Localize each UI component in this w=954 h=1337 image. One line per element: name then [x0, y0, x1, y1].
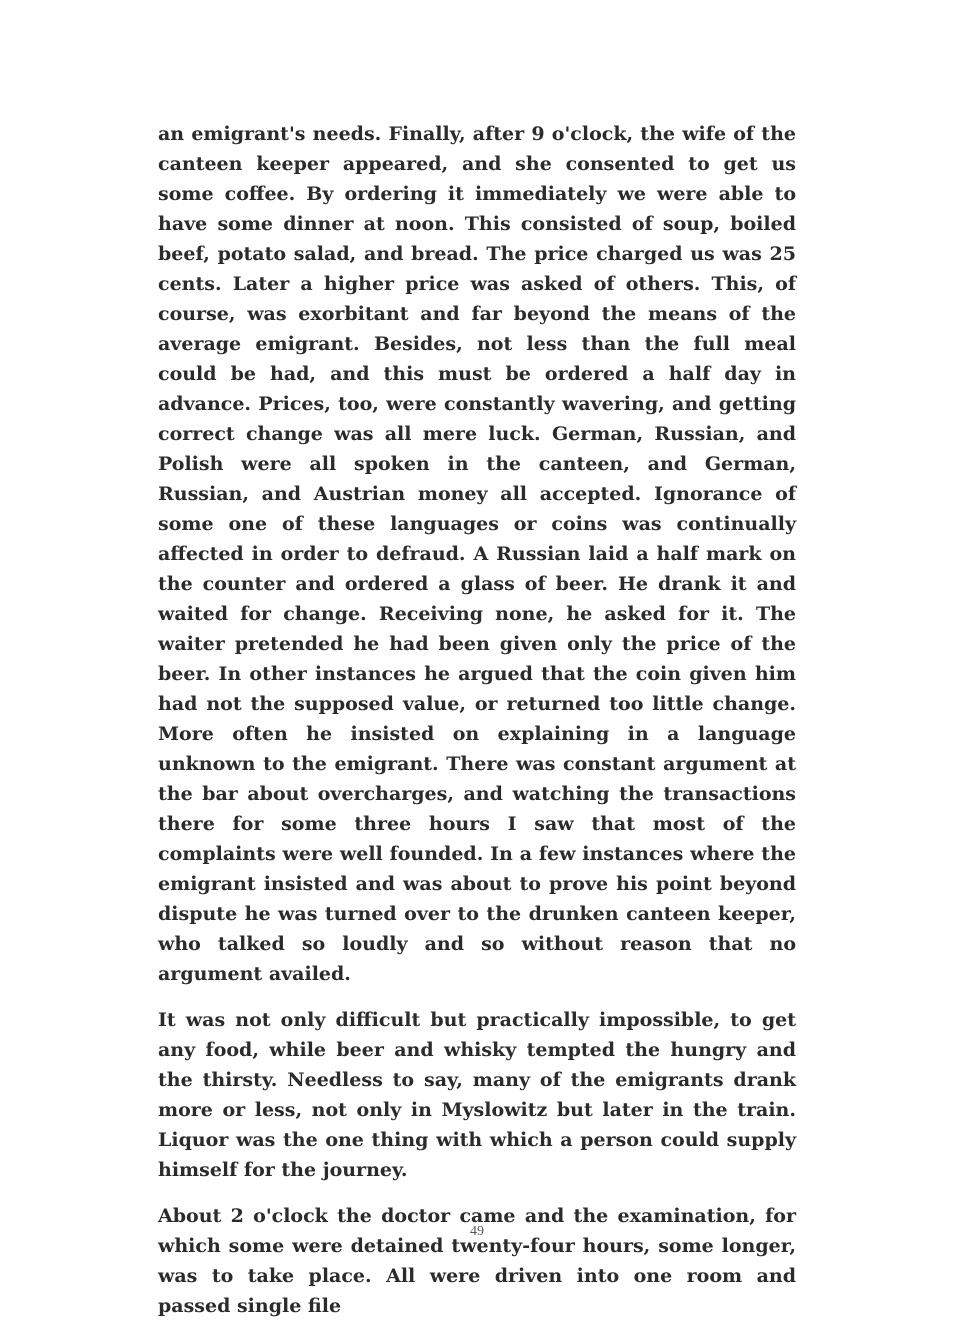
paragraph-3: About 2 o'clock the doctor came and the examination, for which some were detained twenty-four hours, some longer, was to take place. All were driven into one room and passed single file — [158, 1205, 796, 1317]
paragraph-1: an emigrant's needs. Finally, after 9 o'clock, the wife of the canteen keeper appeared, and she consented to get us some coffee. By ordering it immediately we were able to have some dinner at noon. This consisted of soup, boiled beef, potato salad, and bread. The price charged us was 25 cents. Later a higher price was asked of others. This, of course, was exorbitant and far beyond the means of the average emigrant. Besides, not less than the full meal could be had, and this must be ordered a half day in advance. Prices, too, were constantly wavering, and getting correct change was all mere luck. German, Russian, and Polish were all spoken in the canteen, and German, Russian, and Austrian money all accepted. Ignorance of some one of these languages or coins was continually affected in order to defraud. A Russian laid a half mark on the counter and ordered a glass of beer. He drank it and waited for change. Receiving none, he asked for it. The waiter pretended he had been given only the price of the beer. In other instances he argued that the coin given him had not the supposed value, or returned too little change. More often he insisted on explaining in a language unknown to the emigrant. There was constant argument at the bar about overcharges, and watching the transactions there for some three hours I saw that most of the complaints were well founded. In a few instances where the emigrant insisted and was about to prove his point beyond dispute he was turned over to the drunken canteen keeper, who talked so loudly and so without reason that no argument availed. — [158, 123, 796, 985]
page-number: 49 — [470, 1224, 484, 1239]
body-text — [158, 119, 796, 1337]
paragraph-2: It was not only difficult but practically impossible, to get any food, while beer and whisky tempted the hungry and the thirsty. Needless to say, many of the emigrants drank more or less, not only in Myslowitz but later in the train. Liquor was the one thing with which a person could supply himself for the journey. — [158, 1009, 796, 1181]
